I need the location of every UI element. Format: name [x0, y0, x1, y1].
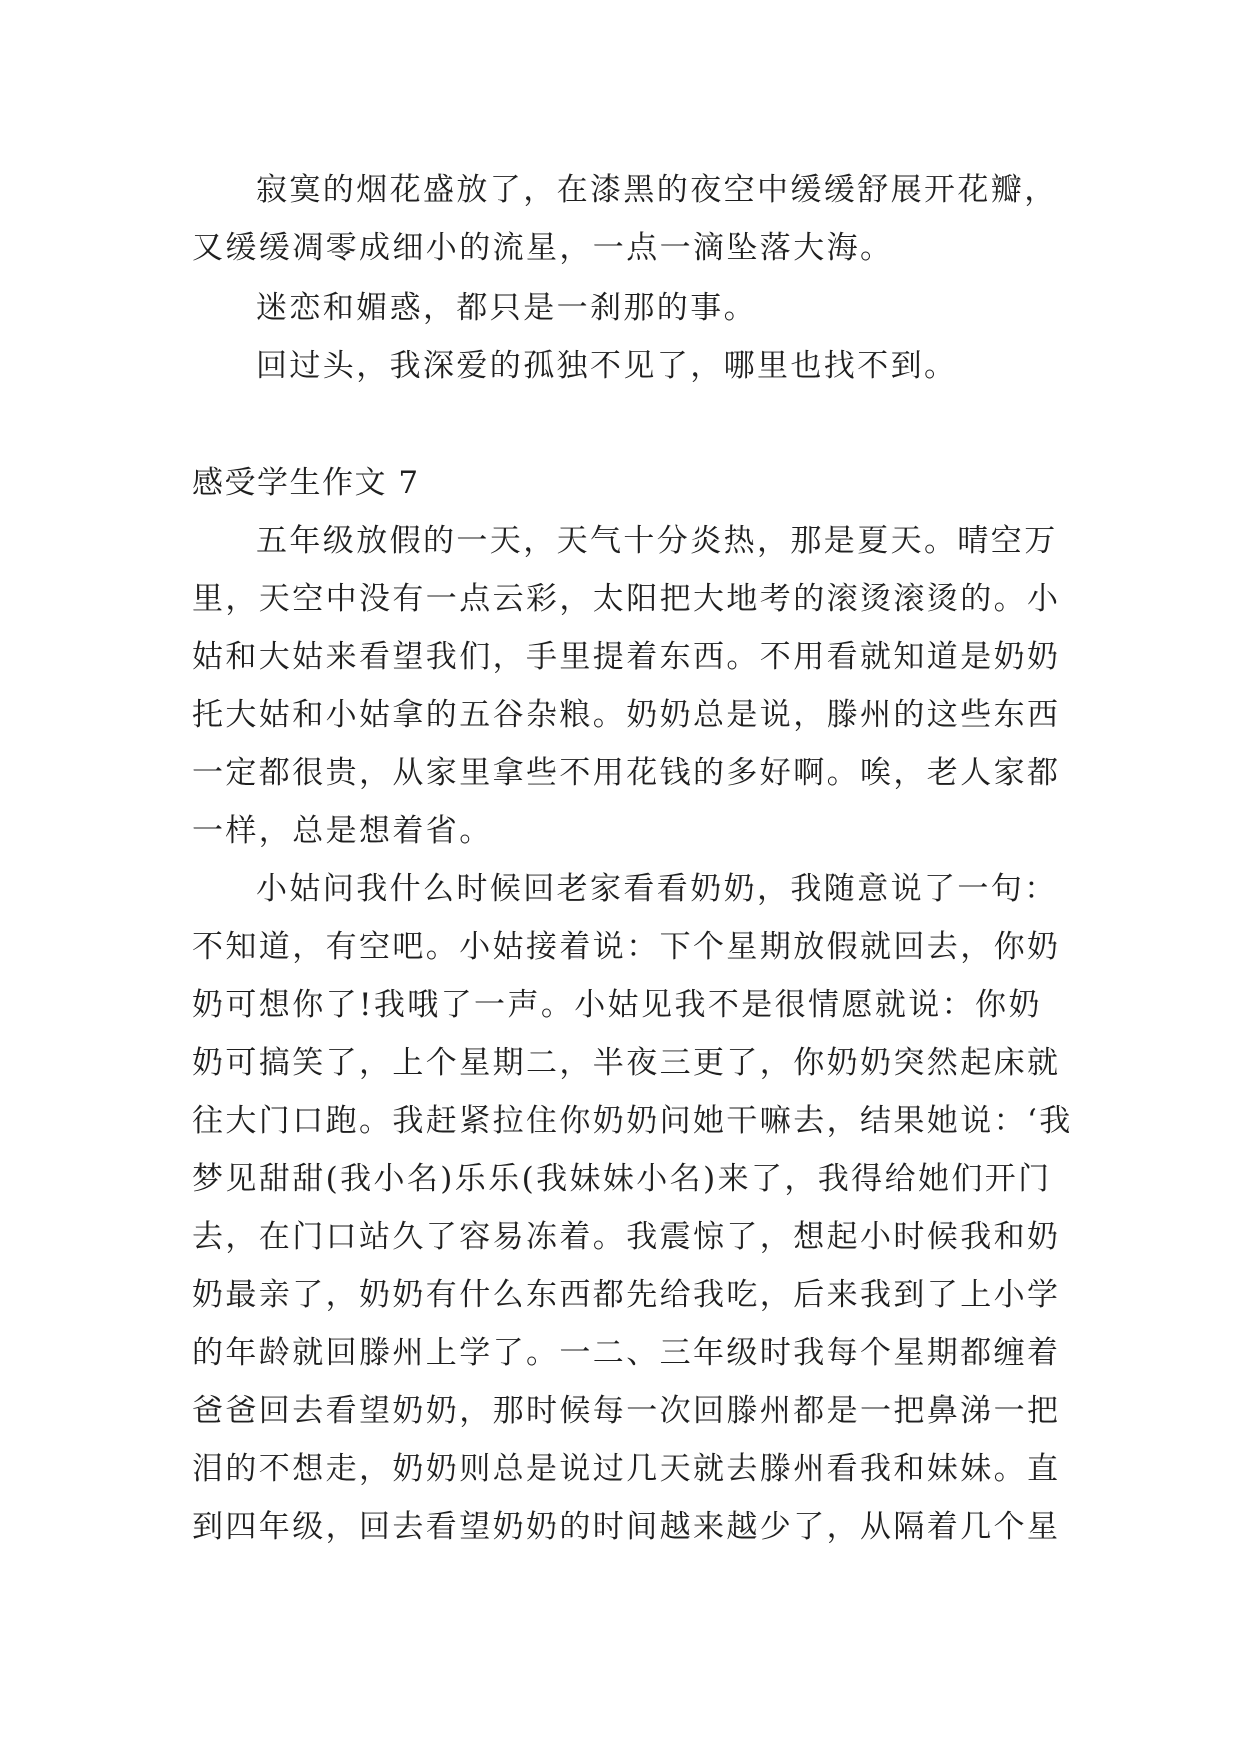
- paragraph-line: 迷恋和媚惑，都只是一刹那的事。: [256, 290, 757, 326]
- paragraph-line: 五年级放假的一天，天气十分炎热，那是夏天。晴空万: [256, 523, 1058, 559]
- paragraph-line: 去，在门口站久了容易冻着。我震惊了，想起小时候我和奶: [192, 1219, 1061, 1255]
- paragraph-line: 奶最亲了，奶奶有什么东西都先给我吃，后来我到了上小学: [192, 1277, 1061, 1313]
- paragraph-line: 一定都很贵，从家里拿些不用花钱的多好啊。唉，老人家都: [192, 755, 1061, 791]
- paragraph-line: 泪的不想走，奶奶则总是说过几天就去滕州看我和妹妹。直: [192, 1451, 1061, 1487]
- paragraph-line: 不知道，有空吧。小姑接着说：下个星期放假就回去，你奶: [192, 929, 1061, 965]
- paragraph-line: 姑和大姑来看望我们，手里提着东西。不用看就知道是奶奶: [192, 639, 1061, 675]
- paragraph-line: 一样，总是想着省。: [192, 813, 493, 849]
- paragraph-line: 寂寞的烟花盛放了，在漆黑的夜空中缓缓舒展开花瓣，: [256, 172, 1058, 208]
- paragraph-line: 的年龄就回滕州上学了。一二、三年级时我每个星期都缠着: [192, 1335, 1061, 1371]
- paragraph-line: 爸爸回去看望奶奶，那时候每一次回滕州都是一把鼻涕一把: [192, 1393, 1061, 1429]
- paragraph-line: 奶可想你了!我哦了一声。小姑见我不是很情愿就说：你奶: [192, 987, 1042, 1023]
- paragraph-line: 托大姑和小姑拿的五谷杂粮。奶奶总是说，滕州的这些东西: [192, 697, 1061, 733]
- section-heading: 感受学生作文 7: [192, 465, 420, 501]
- paragraph-line: 往大门口跑。我赶紧拉住你奶奶问她干嘛去，结果她说：‘我: [192, 1103, 1073, 1139]
- paragraph-line: 到四年级，回去看望奶奶的时间越来越少了，从隔着几个星: [192, 1509, 1061, 1545]
- paragraph-line: 梦见甜甜(我小名)乐乐(我妹妹小名)来了，我得给她们开门: [192, 1161, 1052, 1197]
- paragraph-line: 回过头，我深爱的孤独不见了，哪里也找不到。: [256, 348, 958, 384]
- paragraph-line: 奶可搞笑了，上个星期二，半夜三更了，你奶奶突然起床就: [192, 1045, 1061, 1081]
- paragraph-line: 又缓缓凋零成细小的流星，一点一滴坠落大海。: [192, 230, 894, 266]
- paragraph-line: 小姑问我什么时候回老家看看奶奶，我随意说了一句：: [256, 871, 1058, 907]
- paragraph-line: 里，天空中没有一点云彩，太阳把大地考的滚烫滚烫的。小: [192, 581, 1061, 617]
